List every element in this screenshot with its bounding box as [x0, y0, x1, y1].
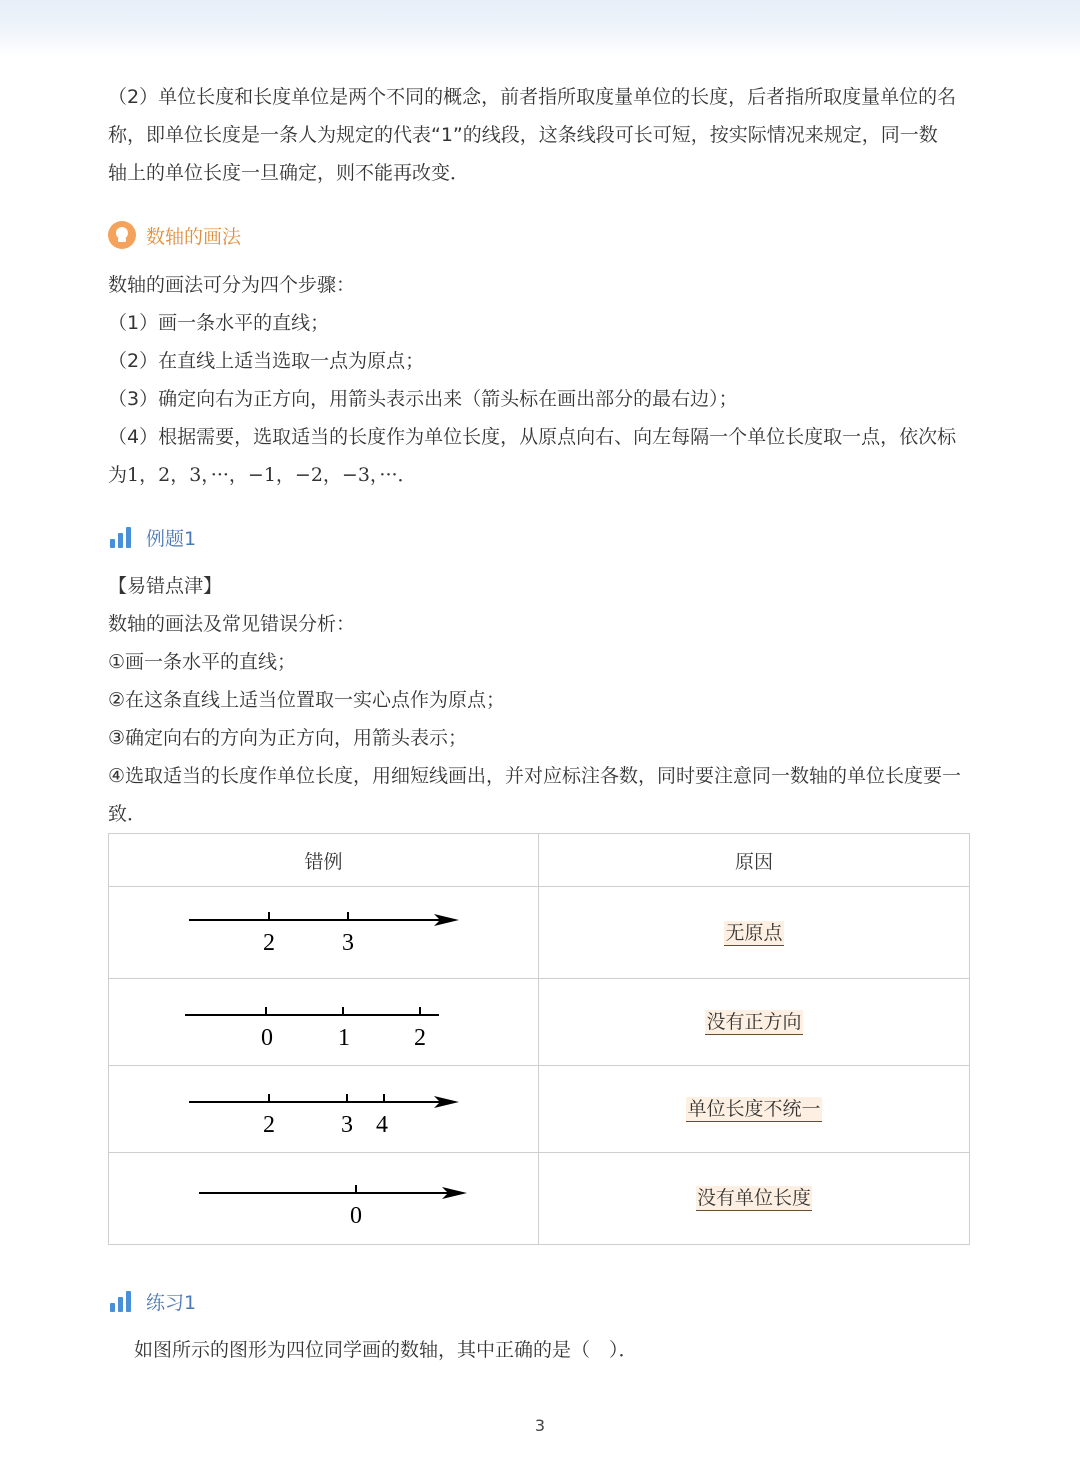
example-point-2: ②在这条直线上适当位置取一实心点作为原点；	[108, 689, 506, 711]
example-tag: 【易错点津】	[108, 575, 223, 597]
tick-label: 4	[376, 1112, 388, 1138]
tick-label: 2	[263, 930, 275, 956]
example-point-3: ③确定向右的方向为正方向，用箭头表示；	[108, 727, 468, 749]
step-4-prefix: 为	[108, 464, 128, 486]
error-examples-table	[108, 833, 970, 1245]
tick-label: 3	[342, 930, 354, 956]
drawing-step-4-continued	[108, 463, 417, 487]
bar-chart-icon	[108, 1290, 134, 1312]
bar-chart-icon	[108, 526, 134, 548]
section-drawing-heading	[108, 220, 241, 250]
drawing-step-1: （1）画一条水平的直线；	[108, 312, 330, 334]
tick-label: 1	[338, 1025, 350, 1051]
number-line-figure	[109, 1066, 538, 1153]
number-line-figure	[109, 887, 538, 979]
table-row	[109, 887, 969, 979]
drawing-step-4: （4）根据需要，选取适当的长度作为单位长度，从原点向右、向左每隔一个单位长度取一点，依次标	[108, 426, 957, 448]
example-point-4-continued: 致．	[108, 803, 147, 825]
reason-text: 没有单位长度	[696, 1187, 811, 1209]
tick-label: 2	[263, 1112, 275, 1138]
reason-cell	[539, 979, 969, 1066]
table-row	[109, 979, 969, 1066]
lightbulb-icon	[108, 221, 136, 249]
section-drawing-title: 数轴的画法	[146, 225, 242, 248]
intro-line-1: （2）单位长度和长度单位是两个不同的概念，前者指所取度量单位的长度，后者指所取度量单位的名	[108, 86, 957, 108]
reason-text: 无原点	[725, 921, 783, 944]
page-number: 3	[534, 1416, 546, 1435]
example-point-1: ①画一条水平的直线；	[108, 651, 297, 673]
reason-cell	[539, 1153, 969, 1244]
drawing-step-3: （3）确定向右为正方向，用箭头表示出来（箭头标在画出部分的最右边）；	[108, 388, 738, 410]
intro-line-2: 称，即单位长度是一条人为规定的代表“1”的线段，这条线段可长可短，按实际情况来规定，同一数	[108, 124, 938, 146]
exercise-heading	[108, 1286, 196, 1316]
number-line-figure	[109, 979, 538, 1066]
tick-label: 0	[350, 1203, 362, 1229]
header-reason: 原因	[734, 850, 773, 873]
exercise-question: 如图所示的图形为四位同学画的数轴，其中正确的是（ ）．	[134, 1339, 638, 1361]
header-error-example: 错例	[304, 850, 343, 873]
reason-text: 单位长度不统一	[687, 1098, 821, 1120]
reason-cell	[539, 887, 969, 979]
table-row	[109, 1153, 969, 1244]
table-header-row	[109, 834, 969, 887]
intro-line-3: 轴上的单位长度一旦确定，则不能再改变．	[108, 162, 470, 184]
example-title: 例题1	[146, 527, 197, 550]
page-header-band	[0, 0, 1080, 58]
example-point-4: ④选取适当的长度作单位长度，用细短线画出，并对应标注各数，同时要注意同一数轴的单位长度要一	[108, 765, 962, 787]
reason-cell	[539, 1066, 969, 1153]
step-4-values: 1，2，3，···，−1，−2，−3，···．	[127, 464, 417, 486]
example-intro: 数轴的画法及常见错误分析：	[108, 613, 356, 635]
drawing-intro: 数轴的画法可分为四个步骤：	[108, 274, 356, 296]
reason-text: 没有正方向	[706, 1011, 802, 1033]
tick-label: 2	[414, 1025, 426, 1051]
drawing-step-2: （2）在直线上适当选取一点为原点；	[108, 350, 425, 372]
table-row	[109, 1066, 969, 1153]
tick-label: 3	[341, 1112, 353, 1138]
tick-label: 0	[261, 1025, 273, 1051]
example-heading	[108, 522, 196, 552]
number-line-figure	[109, 1153, 538, 1244]
exercise-title: 练习1	[146, 1291, 197, 1314]
